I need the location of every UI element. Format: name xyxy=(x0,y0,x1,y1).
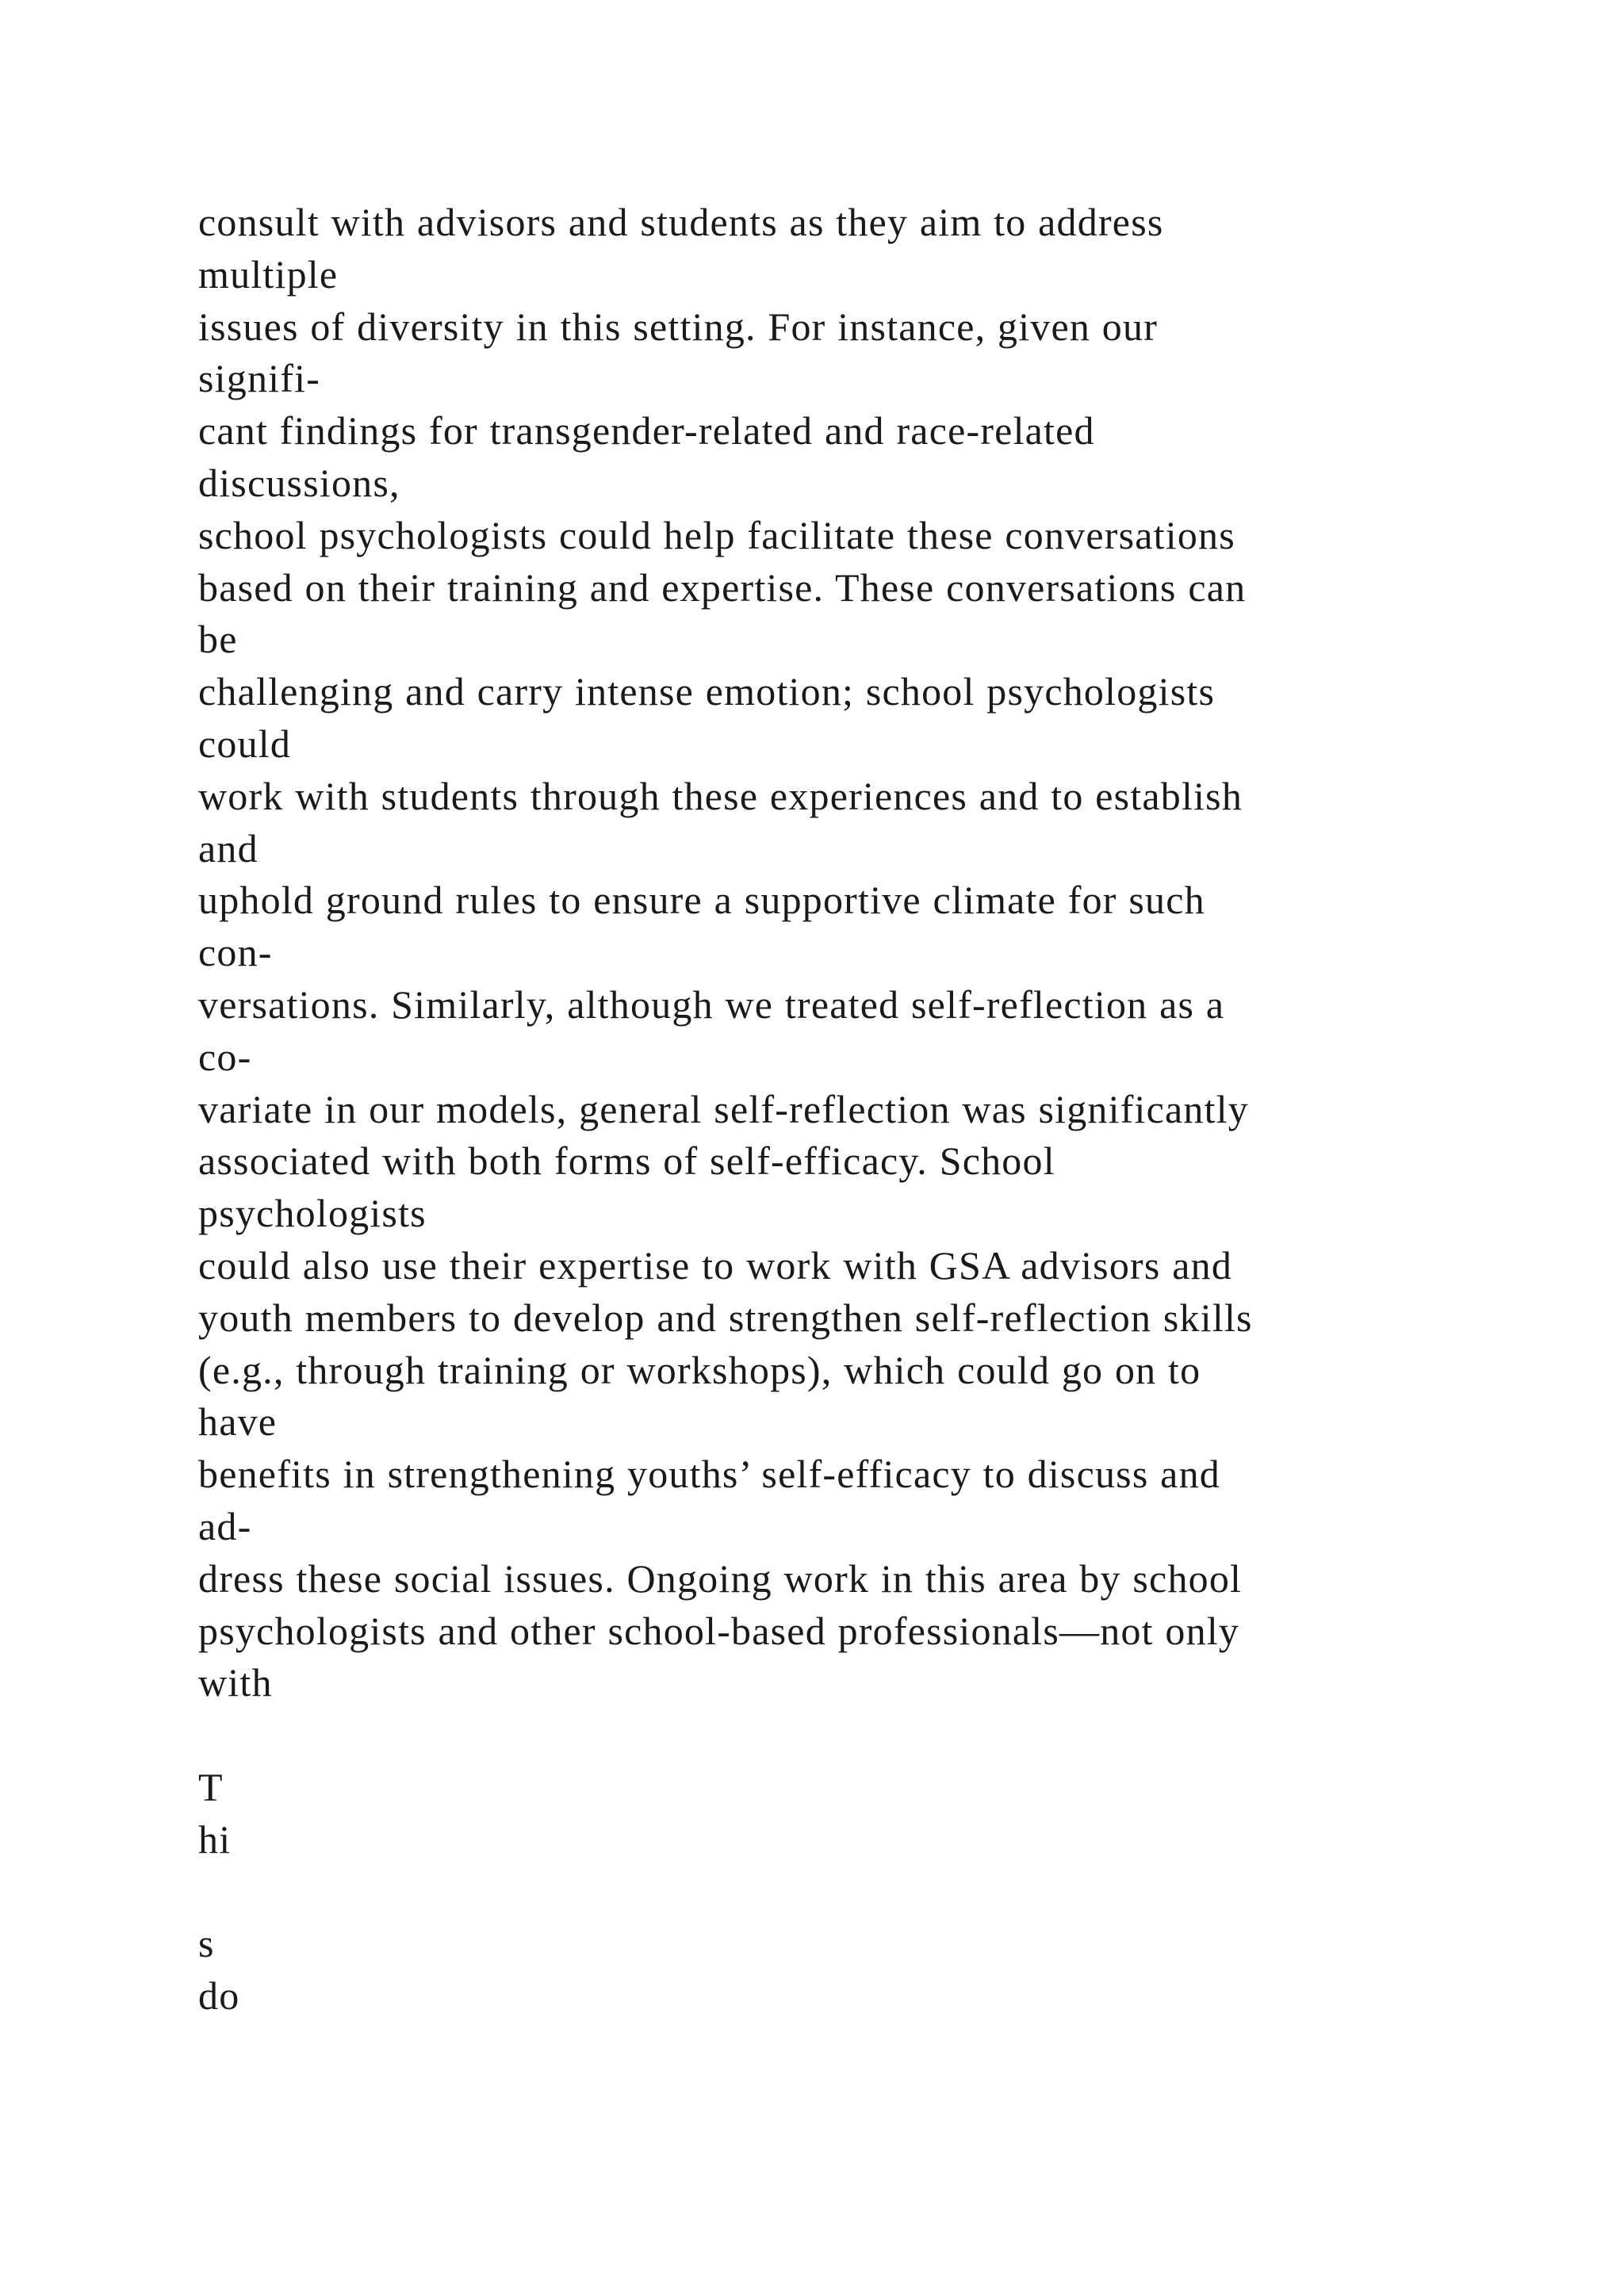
text-line: work with students through these experiences and to establish xyxy=(198,773,1243,818)
text-line: con- xyxy=(198,930,273,975)
text-line: versations. Similarly, although we treated self-reflection as a xyxy=(198,982,1225,1027)
text-line: psychologists and other school-based professionals—not only xyxy=(198,1608,1240,1653)
text-line: associated with both forms of self-efficacy. School xyxy=(198,1138,1055,1184)
text-line: multiple xyxy=(198,251,339,297)
text-line: variate in our models, general self-reflection was significantly xyxy=(198,1086,1250,1131)
body-text xyxy=(198,197,1546,2022)
text-line: T xyxy=(198,1764,224,1809)
text-line: co- xyxy=(198,1034,252,1079)
text-line: uphold ground rules to ensure a supportive climate for such xyxy=(198,878,1205,923)
text-line: issues of diversity in this setting. For instance, given our xyxy=(198,304,1159,349)
text-line: discussions, xyxy=(198,460,400,505)
text-line: ad- xyxy=(198,1503,252,1548)
text-line: could also use their expertise to work with GSA advisors and xyxy=(198,1242,1233,1288)
text-line: have xyxy=(198,1399,278,1445)
text-line: be xyxy=(198,617,238,662)
text-line: school psychologists could help facilitate these conversations xyxy=(198,512,1235,557)
blank-line xyxy=(198,1866,1546,1919)
text-line: could xyxy=(198,721,292,766)
text-line: challenging and carry intense emotion; school psychologists xyxy=(198,669,1216,714)
text-line: consult with advisors and students as they aim to address xyxy=(198,200,1164,244)
text-line: (e.g., through training or workshops), which could go on to xyxy=(198,1347,1201,1392)
text-line: psychologists xyxy=(198,1191,427,1236)
text-line: cant findings for transgender-related and race-related xyxy=(198,408,1095,453)
text-line: dress these social issues. Ongoing work in this area by school xyxy=(198,1556,1243,1601)
text-line: youth members to develop and strengthen self-reflection skills xyxy=(198,1295,1253,1340)
text-line: hi xyxy=(198,1816,232,1862)
text-line: signifi- xyxy=(198,356,321,401)
text-line: and xyxy=(198,825,259,871)
text-line: with xyxy=(198,1660,273,1705)
text-line: based on their training and expertise. These conversations can xyxy=(198,564,1247,610)
text-line: benefits in strengthening youths’ self-efficacy to discuss and xyxy=(198,1452,1220,1497)
text-line: do xyxy=(198,1973,240,2019)
text-line: s xyxy=(198,1921,215,1966)
blank-line xyxy=(198,1709,1546,1762)
